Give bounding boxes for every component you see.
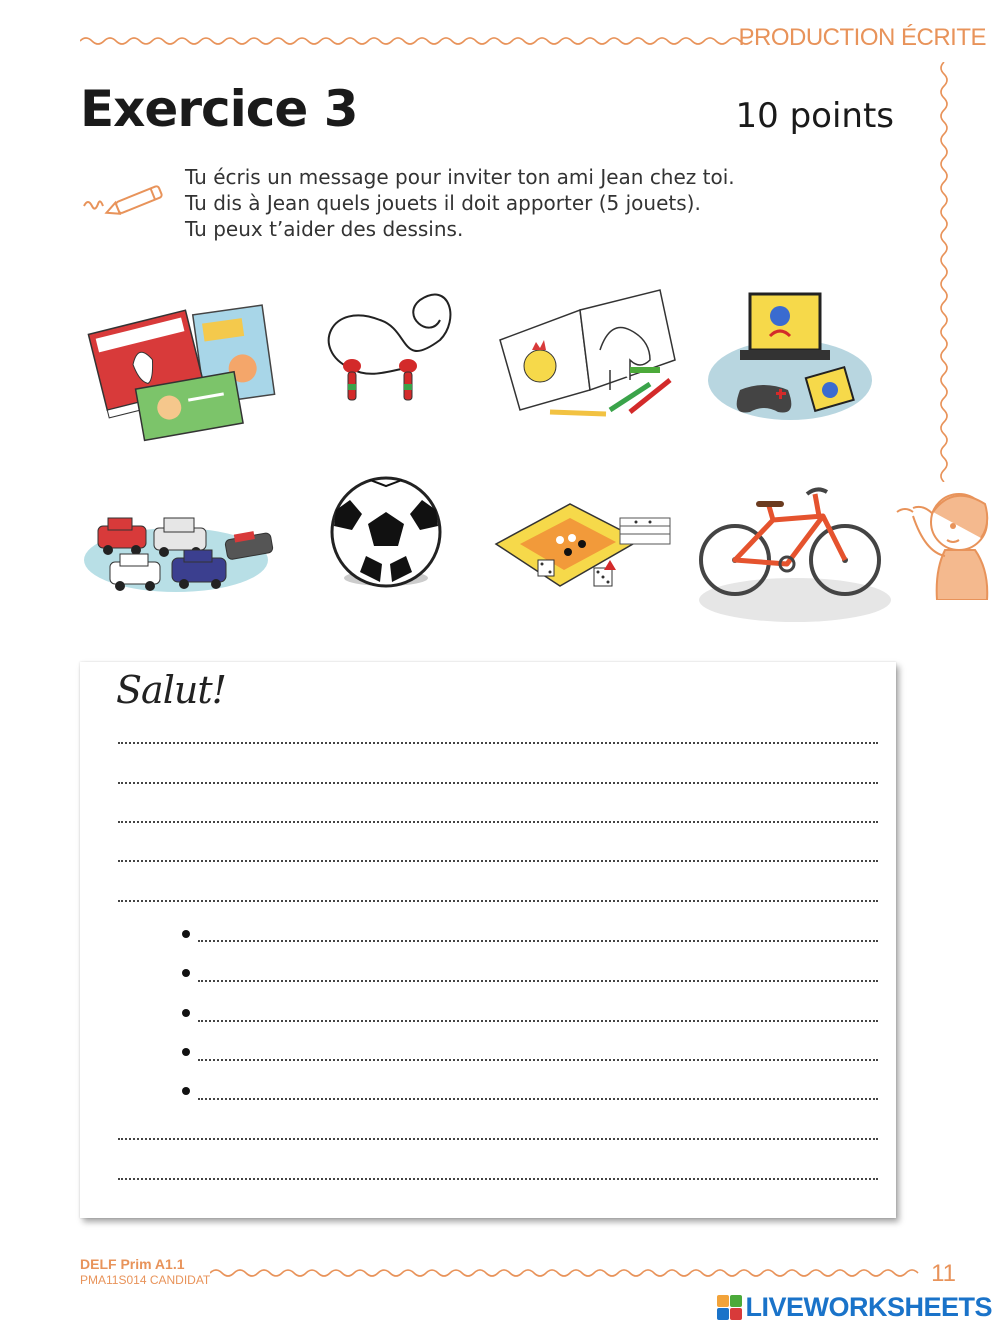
pencil-writing-icon [80,180,172,218]
bullet-icon [182,1087,190,1095]
brand-text: LIVEWORKSHEETS [745,1292,992,1322]
writing-line[interactable] [118,1138,878,1140]
exercise-title: Exercice 3 [80,80,358,138]
writing-line[interactable] [118,821,878,823]
exam-name: DELF Prim A1.1 [80,1256,185,1272]
page-number: 11 [931,1260,956,1287]
instruction-line: Tu écris un message pour inviter ton ami Jean chez toi. [185,165,735,189]
coloring-book-picture [490,280,690,450]
toy-answer-line[interactable] [198,980,878,982]
bullet-icon [182,1009,190,1017]
board-game-picture [490,460,690,630]
bullet-icon [182,969,190,977]
writing-line[interactable] [118,860,878,862]
instruction-line: Tu peux t’aider des dessins. [185,217,464,241]
points-label: 10 points [735,96,894,136]
writing-line[interactable] [118,782,878,784]
toy-answer-line[interactable] [198,1020,878,1022]
bullet-icon [182,930,190,938]
greeting-text: Salut! [116,668,226,712]
video-game-picture [700,280,900,450]
toy-answer-line[interactable] [198,1059,878,1061]
header-wavy-line [80,34,760,48]
instructions [185,164,735,242]
bullet-icon [182,1048,190,1056]
bicycle-picture [695,460,895,630]
side-wavy-line [936,62,952,482]
soccer-ball-picture [290,460,490,630]
jump-rope-picture [290,280,490,450]
writing-line[interactable] [118,742,878,744]
section-label: PRODUCTION ÉCRITE [738,24,986,51]
liveworksheets-logo-icon [717,1295,742,1320]
girl-illustration [893,482,997,600]
writing-line[interactable] [118,900,878,902]
writing-line[interactable] [118,1178,878,1180]
toy-answer-line[interactable] [198,1098,878,1100]
writing-area[interactable] [80,662,896,1218]
instruction-line: Tu dis à Jean quels jouets il doit apporter (5 jouets). [185,191,701,215]
exam-code: PMA11S014 CANDIDAT [80,1273,211,1287]
toy-answer-line[interactable] [198,940,878,942]
books-picture [80,280,280,450]
footer-wavy-line [210,1266,922,1280]
liveworksheets-brand[interactable] [717,1292,992,1323]
toy-cars-picture [80,460,280,630]
